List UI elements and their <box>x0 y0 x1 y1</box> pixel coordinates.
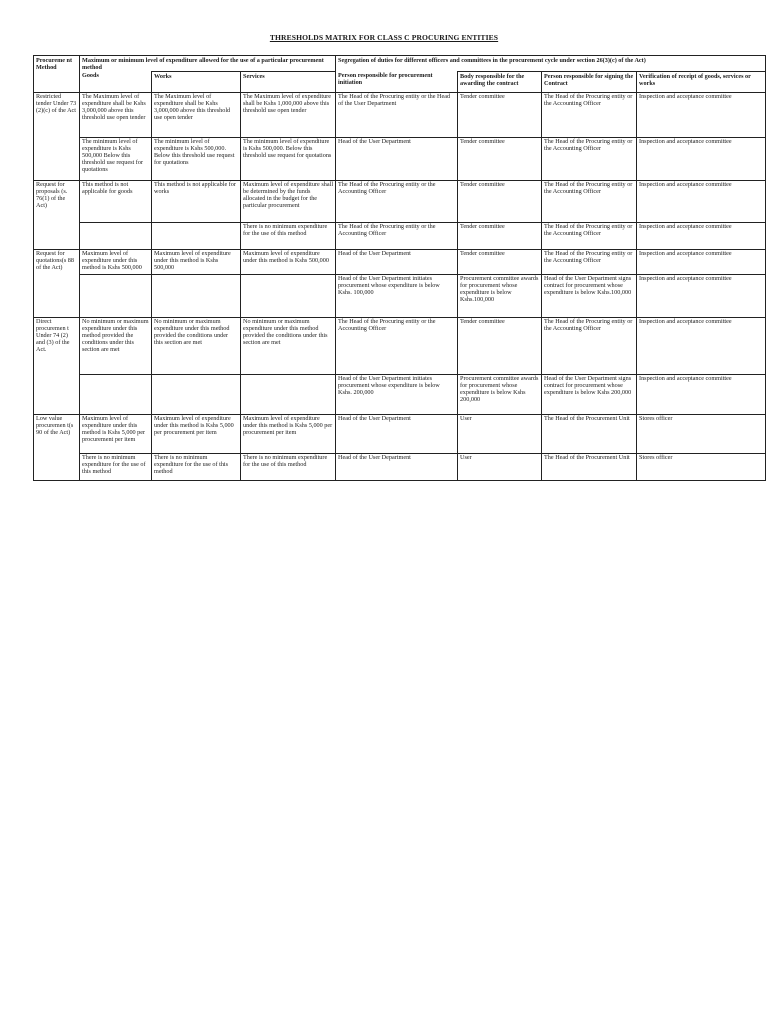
works-cell <box>152 274 241 317</box>
signing-cell: Head of the User Department signs contract for procurement whose expenditure is below Kshs.100,000 <box>542 274 637 317</box>
verification-cell: Inspection and acceptance committee <box>637 274 766 317</box>
header-services: Services <box>241 72 336 93</box>
initiation-cell: The Head of the Procuring entity or the Accounting Officer <box>336 222 458 249</box>
signing-cell: The Head of the Procuring entity or the Accounting Officer <box>542 317 637 374</box>
initiation-cell: Head of the User Department <box>336 453 458 480</box>
header-verification: Verification of receipt of goods, services or works <box>637 72 766 93</box>
signing-cell: The Head of the Procuring entity or the Accounting Officer <box>542 180 637 222</box>
method-name-cell: Request for proposals (s. 76(1) of the Act) <box>34 180 80 249</box>
verification-cell: Inspection and acceptance committee <box>637 317 766 374</box>
initiation-cell: The Head of the Procuring entity or the Head of the User Department <box>336 92 458 137</box>
header-signing: Person responsible for signing the Contract <box>542 72 637 93</box>
services-cell: The minimum level of expenditure is Kshs 500,000. Below this threshold use request for quotations <box>241 137 336 180</box>
header-row-group <box>34 56 766 72</box>
signing-cell: The Head of the Procuring entity or the Accounting Officer <box>542 137 637 180</box>
services-cell: The Maximum level of expenditure shall be Kshs 1,000,000 above this threshold use open tender <box>241 92 336 137</box>
signing-cell: Head of the User Department signs contract for procurement whose expenditure is below Kshs 200,000 <box>542 374 637 414</box>
table-row <box>34 92 766 137</box>
table-row <box>34 249 766 274</box>
services-cell: Maximum level of expenditure shall be determined by the funds allocated in the budget for the particular procurement <box>241 180 336 222</box>
initiation-cell: Head of the User Department <box>336 249 458 274</box>
services-cell <box>241 374 336 414</box>
works-cell: The Maximum level of expenditure shall be Kshs 3,000,000 above this threshold use open tender <box>152 92 241 137</box>
verification-cell: Inspection and acceptance committee <box>637 137 766 180</box>
goods-cell: There is no minimum expenditure for the use of this method <box>80 453 152 480</box>
awarding-cell: Tender committee <box>458 180 542 222</box>
table-row <box>34 317 766 374</box>
services-cell: There is no minimum expenditure for the use of this method <box>241 222 336 249</box>
method-name-cell: Direct procuremen t Under 74 (2) and (3) of the Act. <box>34 317 80 414</box>
document-title: THRESHOLDS MATRIX FOR CLASS C PROCURING ENTITIES <box>269 33 499 42</box>
awarding-cell: Tender committee <box>458 137 542 180</box>
works-cell: This method is not applicable for works <box>152 180 241 222</box>
awarding-cell: Procurement committee awards for procurement whose expenditure is below Kshs 200,000 <box>458 374 542 414</box>
awarding-cell: Tender committee <box>458 222 542 249</box>
header-works: Works <box>152 72 241 93</box>
services-cell: No minimum or maximum expenditure under this method provided the conditions under this section are met <box>241 317 336 374</box>
signing-cell: The Head of the Procuring entity or the Accounting Officer <box>542 249 637 274</box>
goods-cell: Maximum level of expenditure under this method is Kshs 500,000 <box>80 249 152 274</box>
matrix-body <box>34 92 766 480</box>
table-row <box>34 180 766 222</box>
header-expenditure-group: Maximum or minimum level of expenditure allowed for the use of a particular procurement method <box>80 56 336 72</box>
header-row-columns <box>34 72 766 93</box>
header-awarding: Body responsible for the awarding the contract <box>458 72 542 93</box>
initiation-cell: Head of the User Department <box>336 414 458 453</box>
goods-cell <box>80 374 152 414</box>
awarding-cell: Tender committee <box>458 317 542 374</box>
services-cell: Maximum level of expenditure under this method is Kshs 500,000 <box>241 249 336 274</box>
goods-cell <box>80 274 152 317</box>
method-name-cell: Low value procuremen t(s 90 of the Act) <box>34 414 80 480</box>
table-row <box>34 274 766 317</box>
goods-cell: Maximum level of expenditure under this method is Kshs 5,000 per procurement per item <box>80 414 152 453</box>
header-initiation: Person responsible for procurement initiation <box>336 72 458 93</box>
initiation-cell: Head of the User Department initiates procurement whose expenditure is below Kshs. 100,000 <box>336 274 458 317</box>
thresholds-matrix-table <box>33 55 766 481</box>
signing-cell: The Head of the Procuring entity or the Accounting Officer <box>542 222 637 249</box>
works-cell: Maximum level of expenditure under this method is Kshs 5,000 per procurement per item <box>152 414 241 453</box>
awarding-cell: Procurement committee awards for procurement whose expenditure is below Kshs.100,000 <box>458 274 542 317</box>
signing-cell: The Head of the Procuring entity or the Accounting Officer <box>542 92 637 137</box>
awarding-cell: Tender committee <box>458 92 542 137</box>
awarding-cell: User <box>458 414 542 453</box>
header-procurement-method: Procureme nt Method <box>34 56 80 93</box>
table-row <box>34 137 766 180</box>
verification-cell: Inspection and acceptance committee <box>637 374 766 414</box>
awarding-cell: Tender committee <box>458 249 542 274</box>
works-cell: No minimum or maximum expenditure under this method provided the conditions under this section are met <box>152 317 241 374</box>
awarding-cell: User <box>458 453 542 480</box>
verification-cell: Stores officer <box>637 414 766 453</box>
initiation-cell: Head of the User Department initiates procurement whose expenditure is below Kshs. 200,000 <box>336 374 458 414</box>
goods-cell: No minimum or maximum expenditure under this method provided the conditions under this section are met <box>80 317 152 374</box>
table-row <box>34 222 766 249</box>
table-row <box>34 414 766 453</box>
works-cell: Maximum level of expenditure under this method is Kshs 500,000 <box>152 249 241 274</box>
works-cell <box>152 222 241 249</box>
verification-cell: Stores officer <box>637 453 766 480</box>
initiation-cell: Head of the User Department <box>336 137 458 180</box>
verification-cell: Inspection and acceptance committee <box>637 222 766 249</box>
goods-cell: The Maximum level of expenditure shall be Kshs 3,000,000 above this threshold use open tender <box>80 92 152 137</box>
works-cell <box>152 374 241 414</box>
verification-cell: Inspection and acceptance committee <box>637 249 766 274</box>
table-row <box>34 374 766 414</box>
goods-cell: This method is not applicable for goods <box>80 180 152 222</box>
verification-cell: Inspection and acceptance committee <box>637 92 766 137</box>
method-name-cell: Request for quotations(s 88 of the Act) <box>34 249 80 317</box>
initiation-cell: The Head of the Procuring entity or the Accounting Officer <box>336 180 458 222</box>
header-segregation-group: Segregation of duties for different officers and committees in the procurement cycle under section 26(3)(c) of the Act) <box>336 56 766 72</box>
works-cell: The minimum level of expenditure is Kshs 500,000. Below this threshold use request for quotations <box>152 137 241 180</box>
services-cell: Maximum level of expenditure under this method is Kshs 5,000 per procurement per item <box>241 414 336 453</box>
goods-cell: The minimum level of expenditure is Kshs 500,000 Below this threshold use request for quotations <box>80 137 152 180</box>
table-row <box>34 453 766 480</box>
works-cell: There is no minimum expenditure for the use of this method <box>152 453 241 480</box>
signing-cell: The Head of the Procurement Unit <box>542 414 637 453</box>
services-cell: There is no minimum expenditure for the use of this method <box>241 453 336 480</box>
signing-cell: The Head of the Procurement Unit <box>542 453 637 480</box>
initiation-cell: The Head of the Procuring entity or the Accounting Officer <box>336 317 458 374</box>
services-cell <box>241 274 336 317</box>
method-name-cell: Restricted tender Under 73 (2)(c) of the Act <box>34 92 80 180</box>
verification-cell: Inspection and acceptance committee <box>637 180 766 222</box>
goods-cell <box>80 222 152 249</box>
header-goods: Goods <box>80 72 152 93</box>
